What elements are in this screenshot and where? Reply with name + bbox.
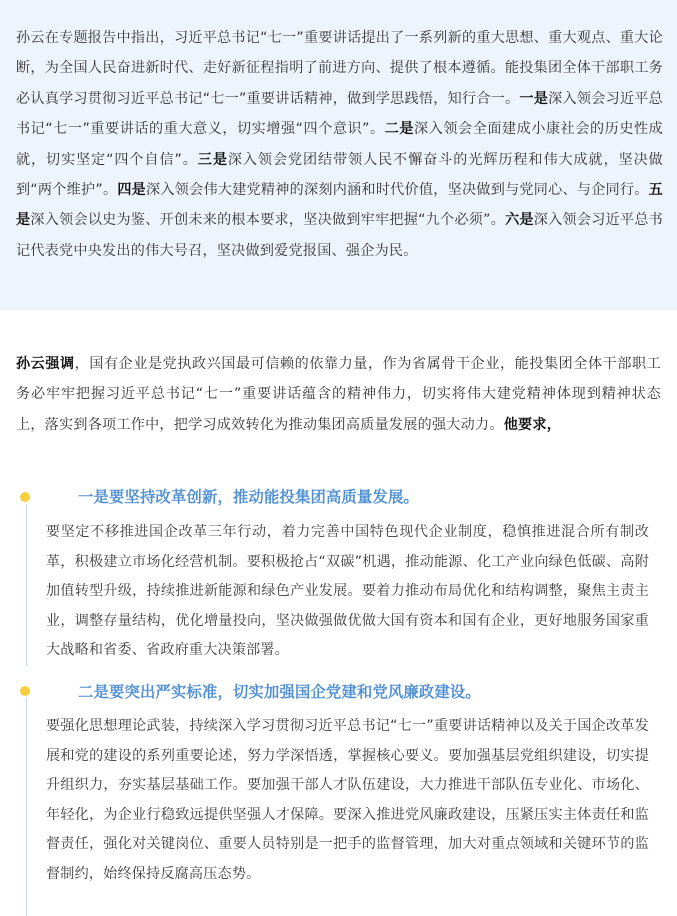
closing-bold: 他要求， [503,416,562,433]
section-body: 要强化思想理论武装，持续深入学习贯彻习近平总书记“七一”重要讲话精神以及关于国企改革发展和党的建设的系列重要论述，努力学深悟透，掌握核心要义。要加强基层党组织建设，切实提升组织力，夯实基层基础工作。要加强干部人才队伍建设，大力推进干部队伍专业化、市场化、年轻化，为企业行稳致远提供坚强人才保障。要深入推进党风廉政建设，压紧压实主体责任和监督责任，强化对关键岗位、重要人员特别是一把手的监督管理，加大对重点领域和关键环节的监督制约，始终保持反腐高压态势。 [46,718,649,882]
point-label: 六是 [505,212,534,229]
bullet-dot [20,492,30,502]
intro-text: 孙云在专题报告中指出，习近平总书记“七一”重要讲话提出了一系列新的重大思想、重大观点、重大论断，为全国人民奋进新时代、走好新征程指明了前进方向、提供了根本遵循。能投集团全体干部职工务必认真学习贯彻习近平总书记“七一”重要讲话精神，做到学思践悟，知行合一。 [16,30,663,107]
point-text: 深入领会伟大建党精神的深刻内涵和时代价值，坚决做到与党同心、与企同行。 [146,182,649,199]
section-rule [26,504,27,666]
point-text: 深入领会全面建成小康社会的历史性成就，切实坚定“四个自信”。 [16,121,663,168]
point-text: 深入领会习近平总书记“七一”重要讲话的重大意义，切实增强“四个意识”。 [16,90,664,138]
point-text: 深入领会习近平总书记代表党中央发出的伟大号召，坚决做到爱党报国、强企为民。 [16,212,664,259]
point-label: 五是 [16,182,664,229]
intro-quote-box [0,0,677,310]
bullet-dot [20,686,30,696]
point-label: 三是 [197,151,228,168]
main-paragraph [16,349,661,440]
point-label: 四是 [117,182,147,199]
lead-text: ，国有企业是党执政兴国最可信赖的依靠力量，作为省属骨干企业，能投集团全体干部职工务必牢牢把握习近平总书记“七一”重要讲话蕴含的精神伟力，切实将伟大建党精神体现到精神状态上，落实到各项工作中，把学习成效转化为推动集团高质量发展的强大动力。 [16,356,662,433]
intro-paragraph [16,23,663,266]
point-text: 深入领会以史为鉴、开创未来的根本要求，坚决做到牢牢把握“九个必须”。 [30,212,506,229]
section-rule [26,698,27,916]
section-title: 二是要突出严实标准，切实加强国企党建和党风廉政建设。 [78,683,481,701]
point-label: 二是 [384,121,415,138]
point-text: 深入领会党团结带领人民不懈奋斗的光辉历程和伟大成就，坚决做到“两个维护”。 [16,151,664,199]
section-title: 一是要坚持改革创新，推动能投集团高质量发展。 [78,488,419,506]
lead-bold: 孙云强调 [16,356,75,372]
point-label: 一是 [519,90,549,107]
section-body: 要坚定不移推进国企改革三年行动，着力完善中国特色现代企业制度，稳慎推进混合所有制改革，积极建立市场化经营机制。要积极抢占“双碳”机遇，推动能源、化工产业向绿色低碳、高附加值转型升级，持续推进新能源和绿色产业发展。要着力推动布局优化和结构调整，聚焦主责主业，调整存量结构，优化增量投向，坚决做强做优做大国有资本和国有企业，更好地服务国家重大战略和省委、省政府重大决策部署。 [46,524,649,659]
